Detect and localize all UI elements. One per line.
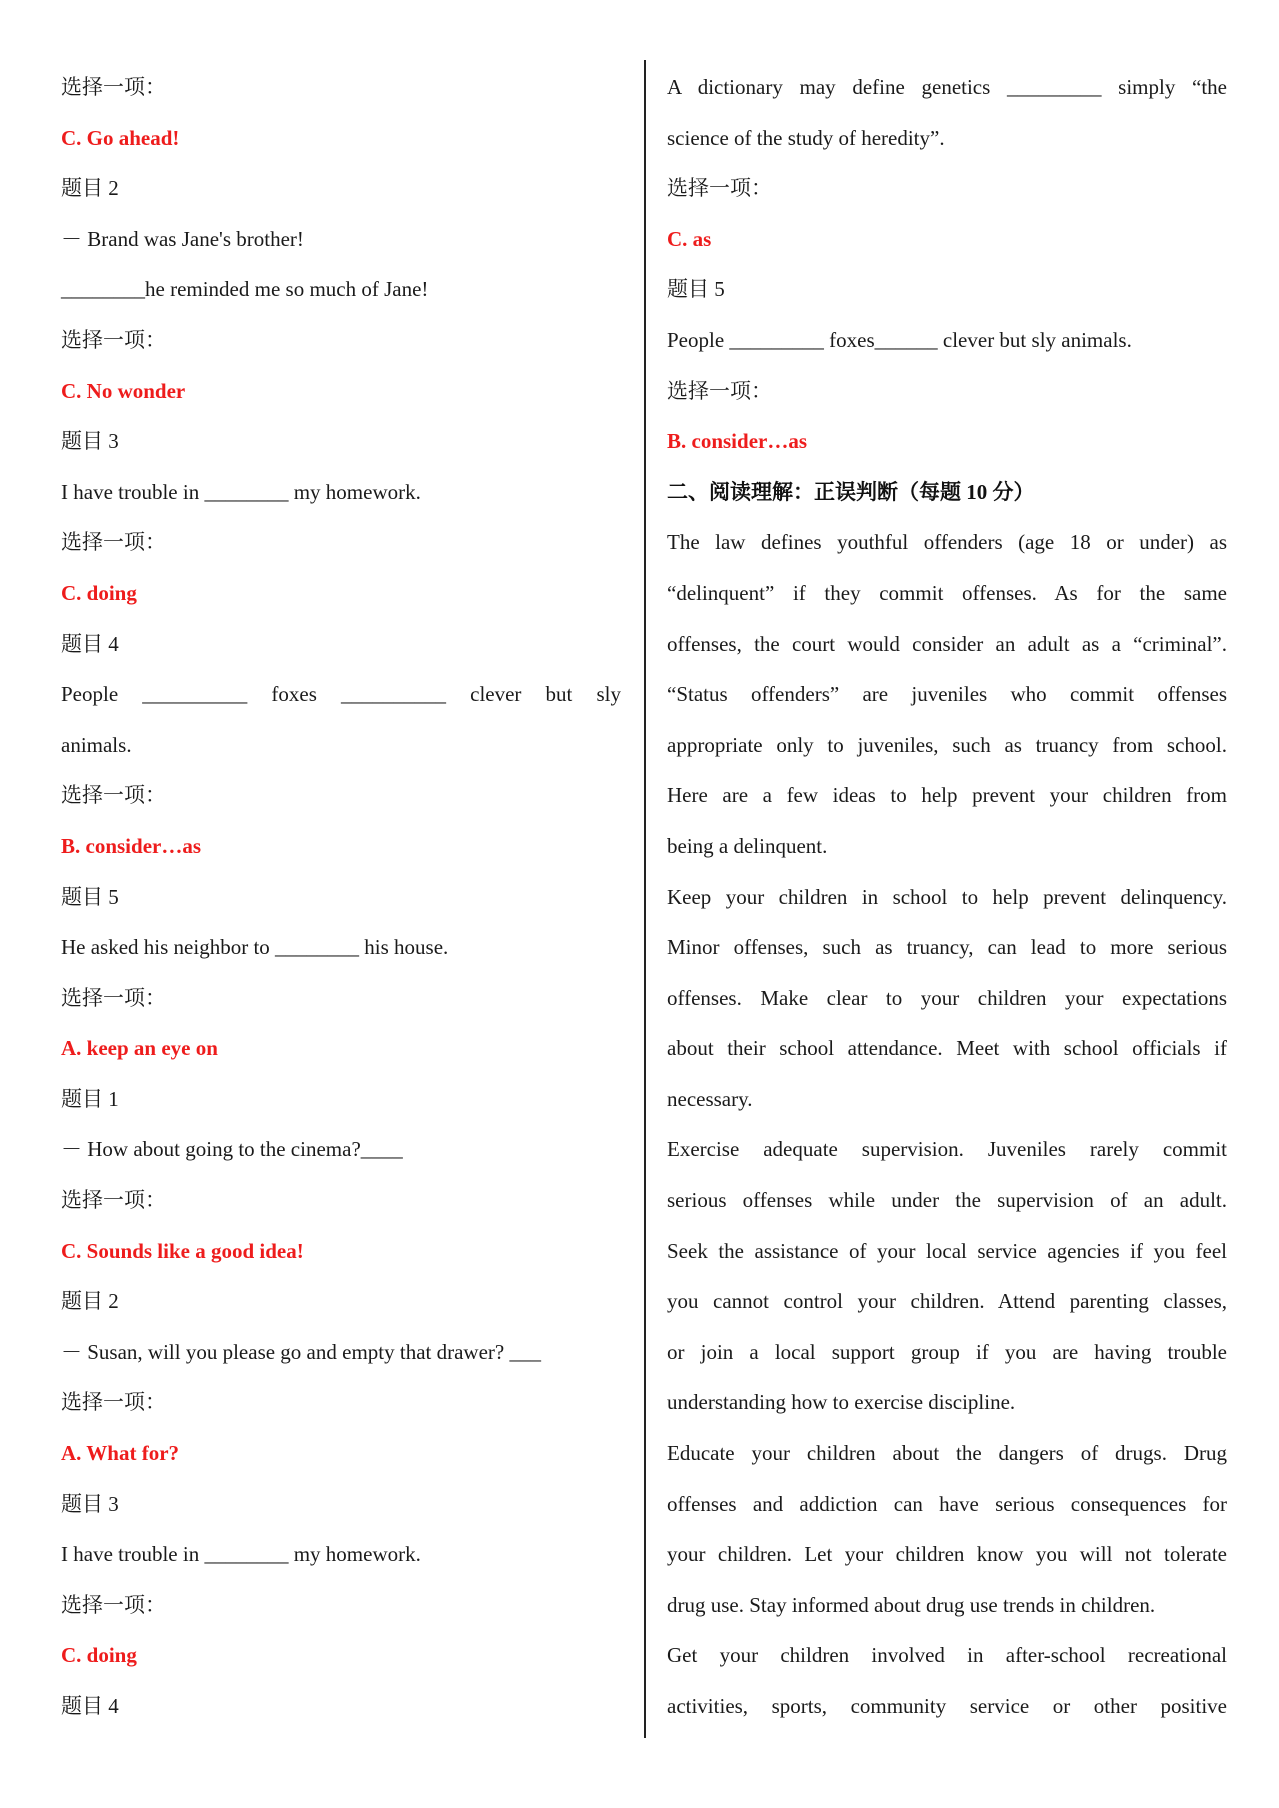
right-column (667, 62, 1227, 1732)
right-section-heading: 二、阅读理解：正误判断（每题 10 分） (667, 479, 1035, 504)
left-text-line: 选择一项： (61, 75, 166, 99)
right-text-line: or join a local support group if you are having trouble (667, 1339, 1227, 1364)
right-text-line: 题目 5 (667, 277, 725, 302)
right-text-line: A dictionary may define genetics _________ simply “the (667, 75, 1227, 99)
right-text-line: “delinquent” if they commit offenses. As for the same (667, 580, 1227, 605)
right-text-line: Exercise adequate supervision. Juveniles rarely commit (667, 1137, 1227, 1162)
left-text-line: 题目 2 (61, 176, 119, 201)
right-text-line: being a delinquent. (667, 833, 828, 858)
left-answer-line: C. Go ahead! (61, 125, 180, 150)
right-text-line: you cannot control your children. Attend parenting classes, (667, 1289, 1227, 1314)
right-answer-line: B. consider…as (667, 429, 808, 454)
left-text-line: 选择一项： (61, 783, 166, 808)
left-text-line: ________he reminded me so much of Jane! (61, 277, 429, 302)
right-text-line: 选择一项： (667, 176, 772, 201)
right-text-line: appropriate only to juveniles, such as truancy from school. (667, 732, 1227, 757)
left-text-line: People __________ foxes __________ clever but sly (61, 682, 621, 707)
left-text-line: 选择一项： (61, 985, 166, 1010)
left-text-line: 选择一项： (61, 1390, 166, 1415)
right-text-line: Educate your children about the dangers of drugs. Drug (667, 1441, 1227, 1466)
left-answer-line: B. consider…as (61, 833, 202, 858)
left-answer-line: A. keep an eye on (61, 1036, 218, 1061)
right-text-line: activities, sports, community service or other positive (667, 1694, 1227, 1718)
left-answer-line: A. What for? (61, 1441, 180, 1466)
right-text-line: offenses. Make clear to your children your expectations (667, 985, 1227, 1010)
left-text-line: 题目 4 (61, 1694, 119, 1718)
left-text-line: 选择一项： (61, 1592, 166, 1617)
left-text-line: 题目 2 (61, 1289, 119, 1314)
left-text-line: － How about going to the cinema?____ (61, 1137, 403, 1162)
right-text-line: necessary. (667, 1086, 753, 1111)
column-divider (644, 60, 646, 1738)
left-text-line: － Susan, will you please go and empty that drawer? ___ (61, 1339, 541, 1364)
left-text-line: 题目 3 (61, 429, 119, 454)
right-text-line: serious offenses while under the supervision of an adult. (667, 1188, 1227, 1213)
left-text-line: animals. (61, 732, 132, 757)
left-text-line: 题目 3 (61, 1491, 119, 1516)
right-text-line: Keep your children in school to help prevent delinquency. (667, 884, 1227, 909)
right-text-line: understanding how to exercise discipline. (667, 1390, 1016, 1415)
left-text-line: 题目 5 (61, 884, 119, 909)
left-text-line: I have trouble in ________ my homework. (61, 1542, 421, 1567)
right-text-line: Here are a few ideas to help prevent your children from (667, 783, 1227, 808)
right-text-line: The law defines youthful offenders (age 18 or under) as (667, 530, 1227, 555)
left-column (61, 62, 621, 1732)
right-text-line: 选择一项： (667, 378, 772, 403)
right-text-line: “Status offenders” are juveniles who commit offenses (667, 682, 1227, 707)
left-answer-line: C. doing (61, 580, 137, 605)
right-text-line: Seek the assistance of your local service agencies if you feel (667, 1238, 1227, 1263)
right-text-line: about their school attendance. Meet with school officials if (667, 1036, 1227, 1061)
left-text-line: － Brand was Jane's brother! (61, 226, 304, 251)
right-text-line: offenses, the court would consider an adult as a “criminal”. (667, 631, 1227, 656)
right-text-line: Minor offenses, such as truancy, can lead to more serious (667, 935, 1227, 960)
left-text-line: 选择一项： (61, 530, 166, 555)
left-answer-line: C. No wonder (61, 378, 186, 403)
right-text-line: offenses and addiction can have serious consequences for (667, 1491, 1227, 1516)
left-text-line: 选择一项： (61, 1188, 166, 1213)
right-text-line: Get your children involved in after-school recreational (667, 1643, 1227, 1668)
right-text-line: drug use. Stay informed about drug use trends in children. (667, 1592, 1156, 1617)
right-text-line: science of the study of heredity”. (667, 125, 945, 150)
right-text-line: your children. Let your children know you will not tolerate (667, 1542, 1227, 1567)
left-text-line: 题目 4 (61, 631, 119, 656)
left-text-line: 题目 1 (61, 1086, 119, 1111)
right-text-line: People _________ foxes______ clever but sly animals. (667, 327, 1132, 352)
left-text-line: He asked his neighbor to ________ his house. (61, 935, 449, 960)
left-text-line: I have trouble in ________ my homework. (61, 479, 421, 504)
left-answer-line: C. doing (61, 1643, 137, 1668)
left-answer-line: C. Sounds like a good idea! (61, 1238, 304, 1263)
right-answer-line: C. as (667, 226, 712, 251)
left-text-line: 选择一项： (61, 327, 166, 352)
